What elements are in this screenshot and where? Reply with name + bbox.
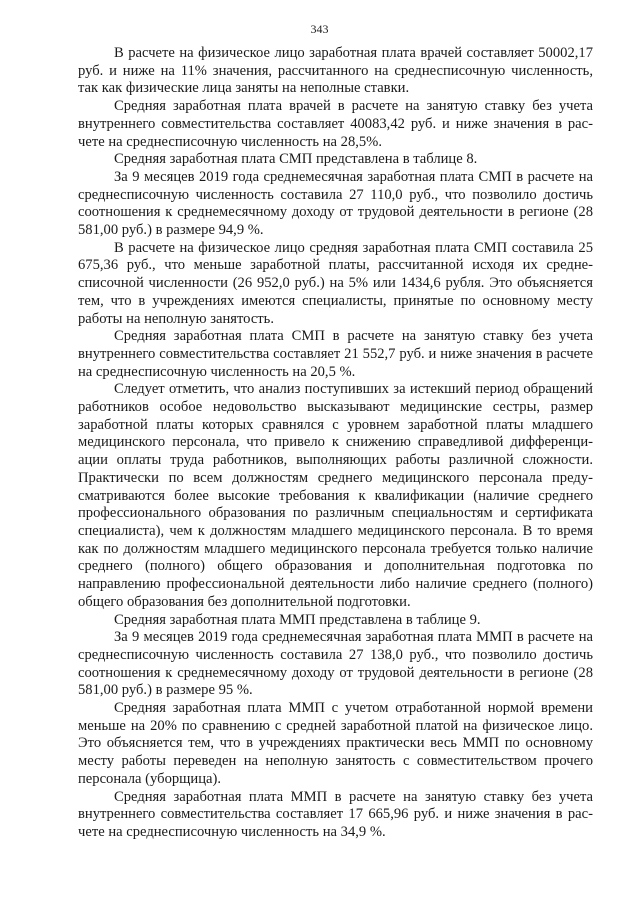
paragraph-smp-9-months: За 9 месяцев 2019 года среднемесячная заработная плата СМП в расчете на среднесписочную численность составила 27 110,0 руб., что позволило достичь соотношения к среднемесячному доходу от трудовой деятельности в регионе (28 581,00 руб.) в размере 94,9 %. (78, 168, 593, 239)
paragraph-doctors-per-rate: Средняя заработная плата врачей в расчете на занятую ставку без учета внутреннего совместительства составляет 40083,42 руб. и ниже значения в расчете на среднесписочную численность на 28,5%. (78, 98, 593, 150)
page-number: 343 (310, 22, 329, 36)
paragraph-smp-table-ref: Средняя заработная плата СМП представлена в таблице 8. (114, 151, 478, 168)
paragraph-mmp-per-rate: Средняя заработная плата ММП в расчете на занятую ставку без учета внутреннего совместительства составляет 17 665,96 руб. и ниже значения в расчете на среднесписочную численность на 34,9 %. (78, 788, 593, 840)
paragraph-smp-per-rate: Средняя заработная плата СМП в расчете на занятую ставку без учета внутреннего совместительства составляет 21 552,7 руб. и ниже значения в расчете на среднесписочную численность на 20,5 %. (78, 328, 593, 380)
paragraph-mmp-worked-time: Средняя заработная плата ММП с учетом отработанной нормой времени меньше на 20% по сравнению с средней заработной платой на физическое лицо. Это объясняется тем, что в учреждениях практически весь ММП по основному месту работы переведен на неполную занятость с совместительством прочего персонала (уборщица). (78, 700, 593, 787)
paragraph-mmp-table-ref: Средняя заработная плата ММП представлена в таблице 9. (114, 611, 481, 628)
paragraph-smp-per-person: В расчете на физическое лицо средняя заработная плата СМП составила 25 675,36 руб., что меньше заработной платы, рассчитанной исходя их среднесписочной численности (26 952,0 руб.) на 5% или 1434,6 рубля. Это объясняется тем, что в учреждениях имеются специалисты, принятые по основному месту работы на неполную занятость. (78, 239, 593, 327)
paragraph-mmp-9-months: За 9 месяцев 2019 года среднемесячная заработная плата ММП в расчете на среднесписочную численность составила 27 138,0 руб., что позволило достичь соотношения к среднемесячному доходу от трудовой деятельности в регионе (28 581,00 руб.) в размере 95 %. (78, 629, 593, 699)
body-text (78, 45, 593, 842)
paragraph-appeals-analysis: Следует отметить, что анализ поступивших за истекший период обращений работников особое недовольство высказывают медицинские сестры, размер заработной платы которых сравнялся с уровнем заработной платы младшего медицинского персонала, что привело к снижению справедливой дифференциации оплаты труда работников, выполняющих работы различной сложности. Практически по всем должностям среднего медицинского персонала предусматриваются более высокие требования к квалификации (наличие среднего профессионального образования по различным специальностям и сертификата специалиста), чем к должностям младшего медицинского персонала. В то время как по должностям младшего медицинского персонала требуется только наличие среднего (полного) общего образования и дополнительная подготовка по направлению профессиональной деятельности либо наличие среднего (полного) общего образования без дополнительной подготовки. (78, 381, 593, 610)
paragraph-doctors-per-person: В расчете на физическое лицо заработная плата врачей составляет 50002,17 руб. и ниже на 11% значения, рассчитанного на среднесписочную численность, так как физические лица заняты на неполные ставки. (78, 45, 593, 97)
